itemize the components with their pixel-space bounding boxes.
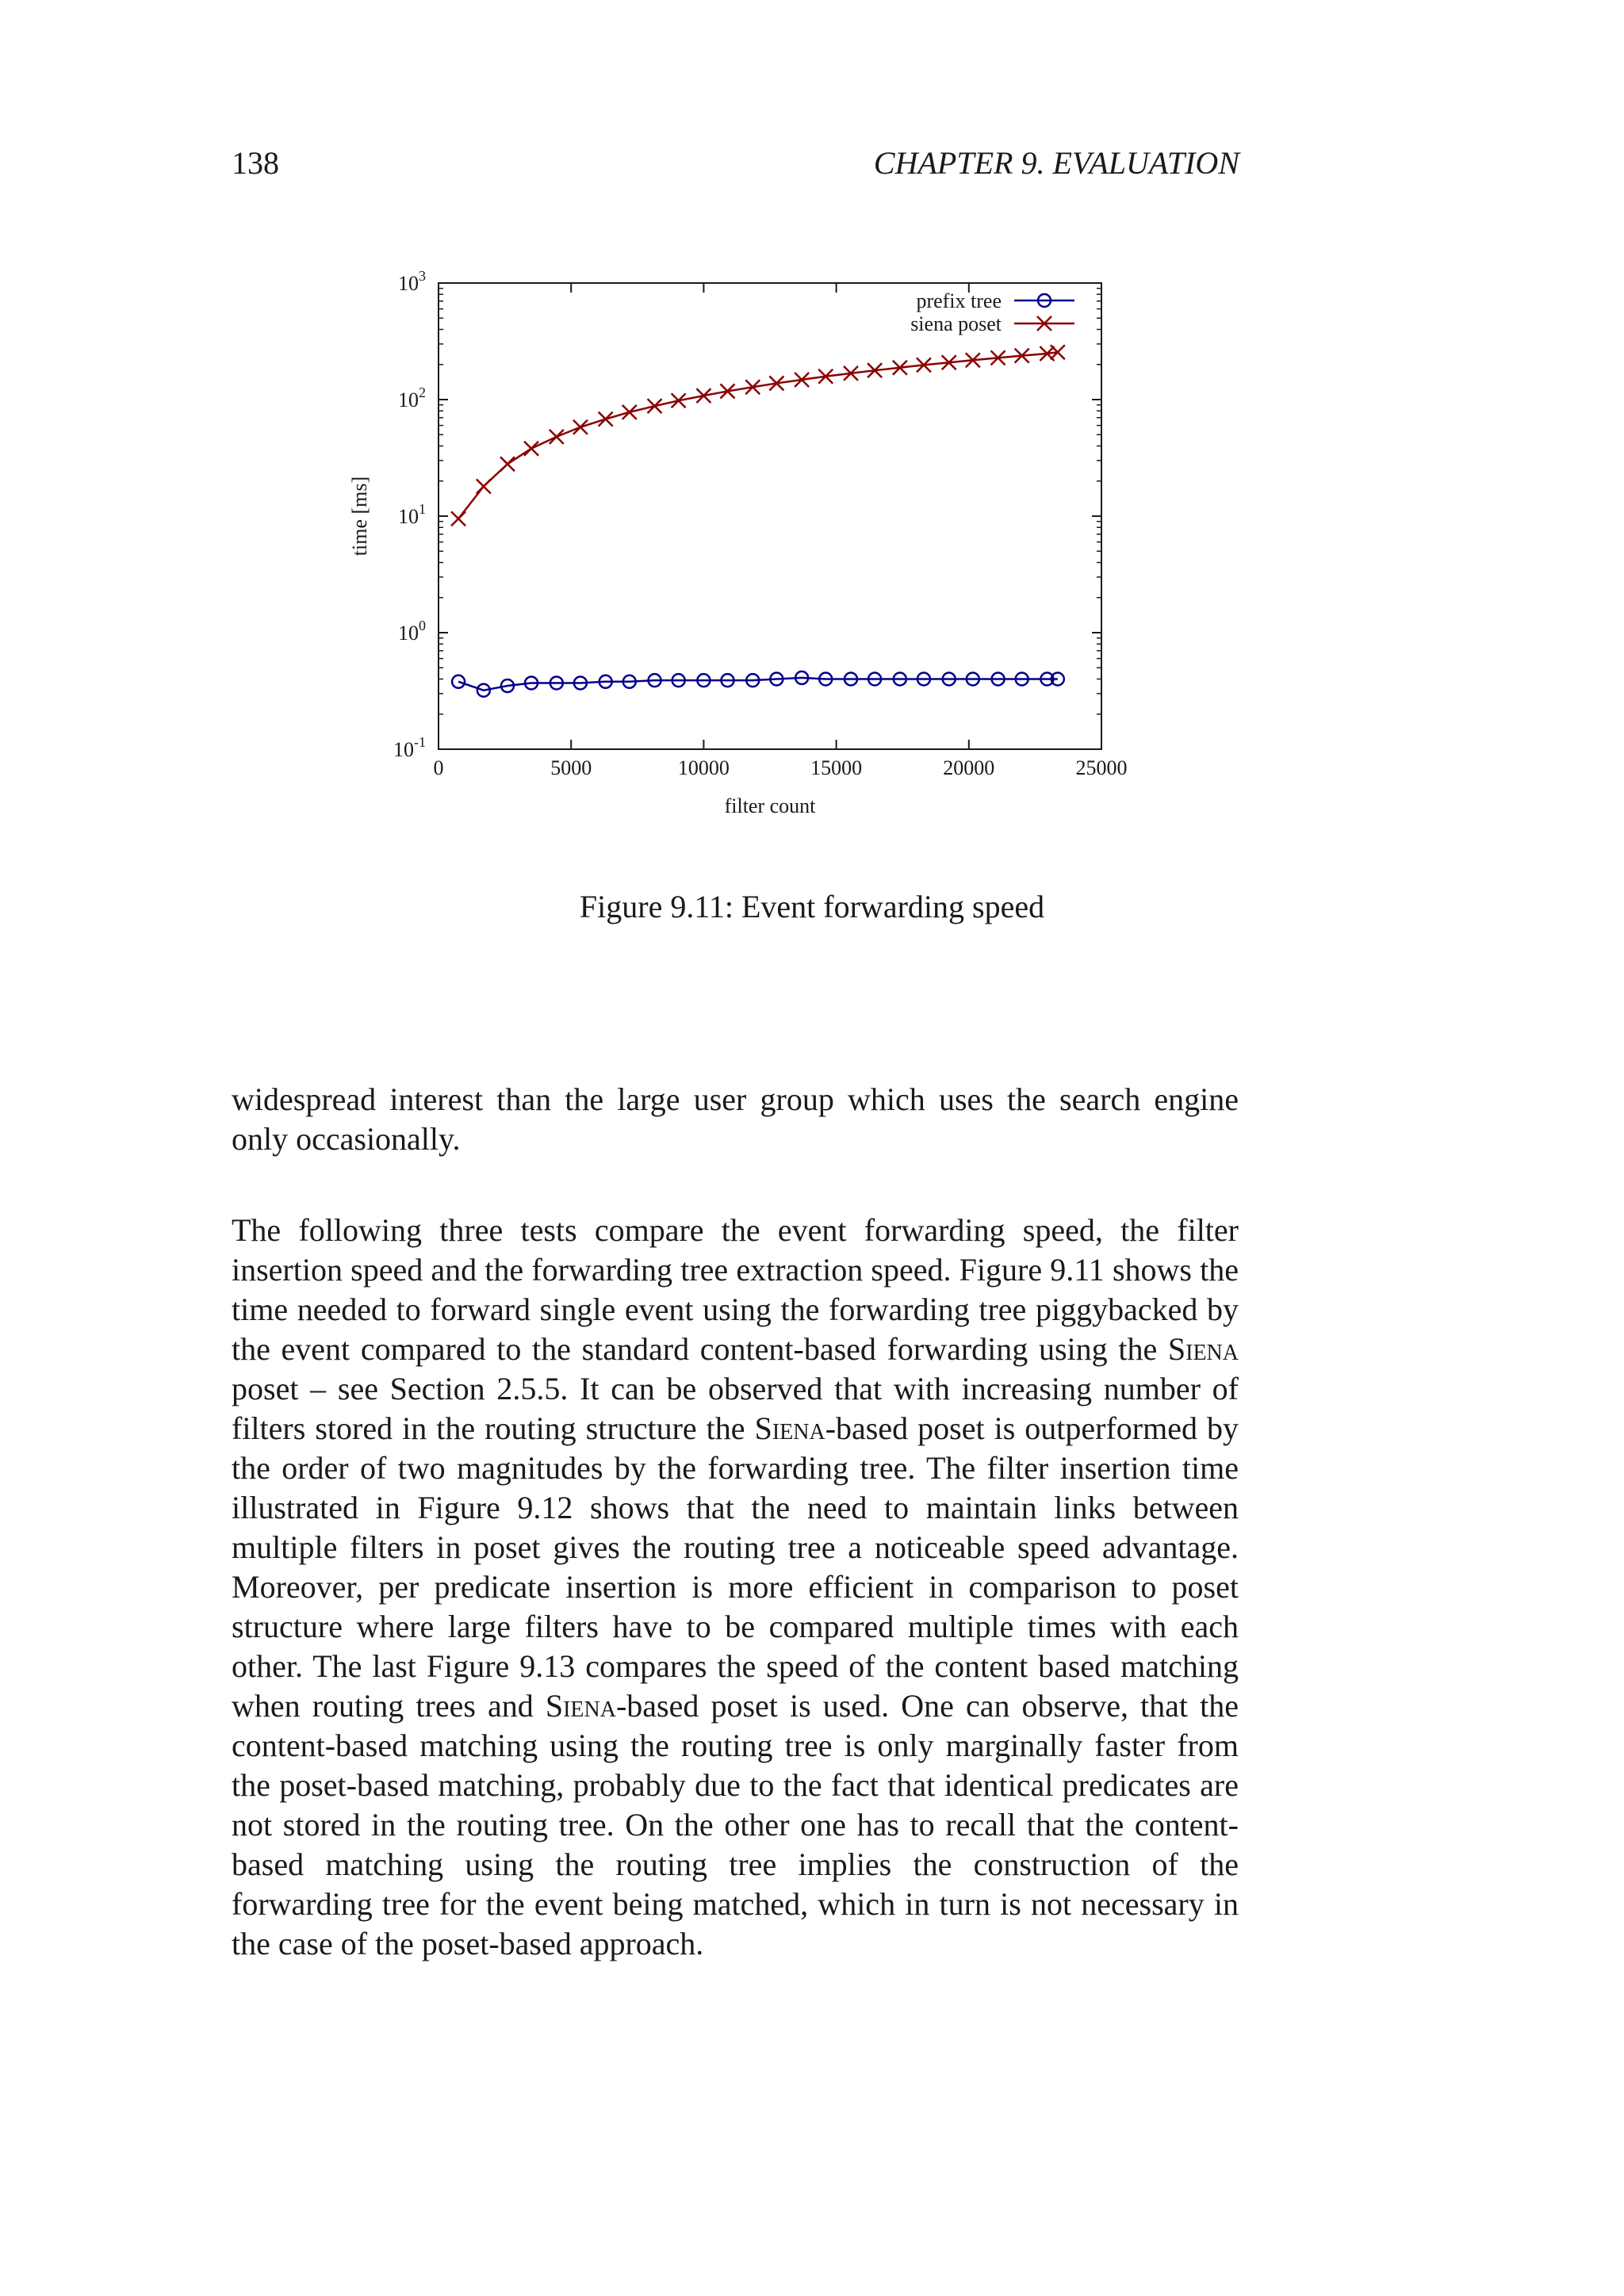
y-tick-label: $10^3$	[398, 268, 426, 295]
siena-poset-point	[500, 457, 515, 471]
paragraph-2-part-b: poset – see Section 2.5.5. It can be observed that with increasing number of filters stored in the routing structure the	[232, 1371, 1239, 1446]
y-axis-label: time [ms]	[348, 476, 371, 557]
paragraph-2-part-d: -based poset is used. One can observe, that the content-based matching using the routing tree is only marginally faster from the poset-based matching, probably due to the fact that identical predicates are not stored in the routing tree. On the other one has to recall that the content-based matching using the routing tree implies the construction of the forwarding tree for the event being matched, which in turn is not necessary in the case of the poset-based approach.	[232, 1688, 1239, 1961]
paragraph-2-part-a: The following three tests compare the event forwarding speed, the filter insertion speed and the forwarding tree extraction speed. Figure 9.11 shows the time needed to forward single event using the forwarding tree piggybacked by the event compared to the standard content-based forwarding using the	[232, 1212, 1239, 1367]
siena-poset-point	[451, 511, 465, 526]
paragraph-1: widespread interest than the large user group which uses the search engine only occasionally.	[232, 1081, 1239, 1157]
legend-label-prefix-tree: prefix tree	[916, 289, 1002, 312]
siena-poset-point	[648, 399, 662, 413]
figure-caption: Figure 9.11: Event forwarding speed	[579, 889, 1045, 924]
x-tick-label: 5000	[550, 756, 592, 779]
siena-poset-point	[477, 479, 491, 493]
paragraph-2	[232, 1211, 1239, 1964]
siena-poset-point	[622, 405, 637, 419]
x-tick-label: 0	[433, 756, 444, 779]
siena-term: Siena	[1167, 1331, 1239, 1367]
x-tick-label: 25000	[1075, 756, 1128, 779]
x-tick-label: 20000	[943, 756, 995, 779]
y-tick-label: $10^1$	[398, 501, 426, 528]
series-layer	[451, 345, 1065, 697]
y-tick-label: $10^2$	[398, 385, 426, 411]
x-axis-label: filter count	[724, 794, 816, 817]
event-forwarding-chart	[0, 0, 1624, 856]
y-tick-label: $10^0$	[398, 618, 426, 645]
siena-term: Siena	[545, 1688, 616, 1724]
paragraph-2-part-c: -based poset is outperformed by the order of two magnitudes by the forwarding tree. The filter insertion time illustrated in Figure 9.12 shows that the need to maintain links between multiple filters in poset gives the routing tree a noticeable speed advantage. Moreover, per predicate insertion is more efficient in comparison to poset structure where large filters have to be compared multiple times with each other. The last Figure 9.13 compares the speed of the content based matching when routing trees and	[232, 1410, 1239, 1724]
page-number: 138	[232, 145, 279, 181]
siena-term: Siena	[754, 1410, 825, 1446]
legend-label-siena-poset: siena poset	[910, 312, 1002, 335]
y-tick-label: $10^{-1}$	[393, 734, 426, 761]
siena-poset-line	[458, 352, 1058, 519]
chapter-heading: CHAPTER 9. EVALUATION	[873, 145, 1239, 181]
legend	[910, 289, 1074, 335]
x-tick-label: 15000	[810, 756, 863, 779]
siena-poset-point	[599, 412, 613, 427]
siena-poset-point	[524, 442, 538, 456]
siena-poset-point	[550, 430, 564, 444]
x-tick-label: 10000	[677, 756, 730, 779]
siena-poset-point	[573, 420, 588, 434]
